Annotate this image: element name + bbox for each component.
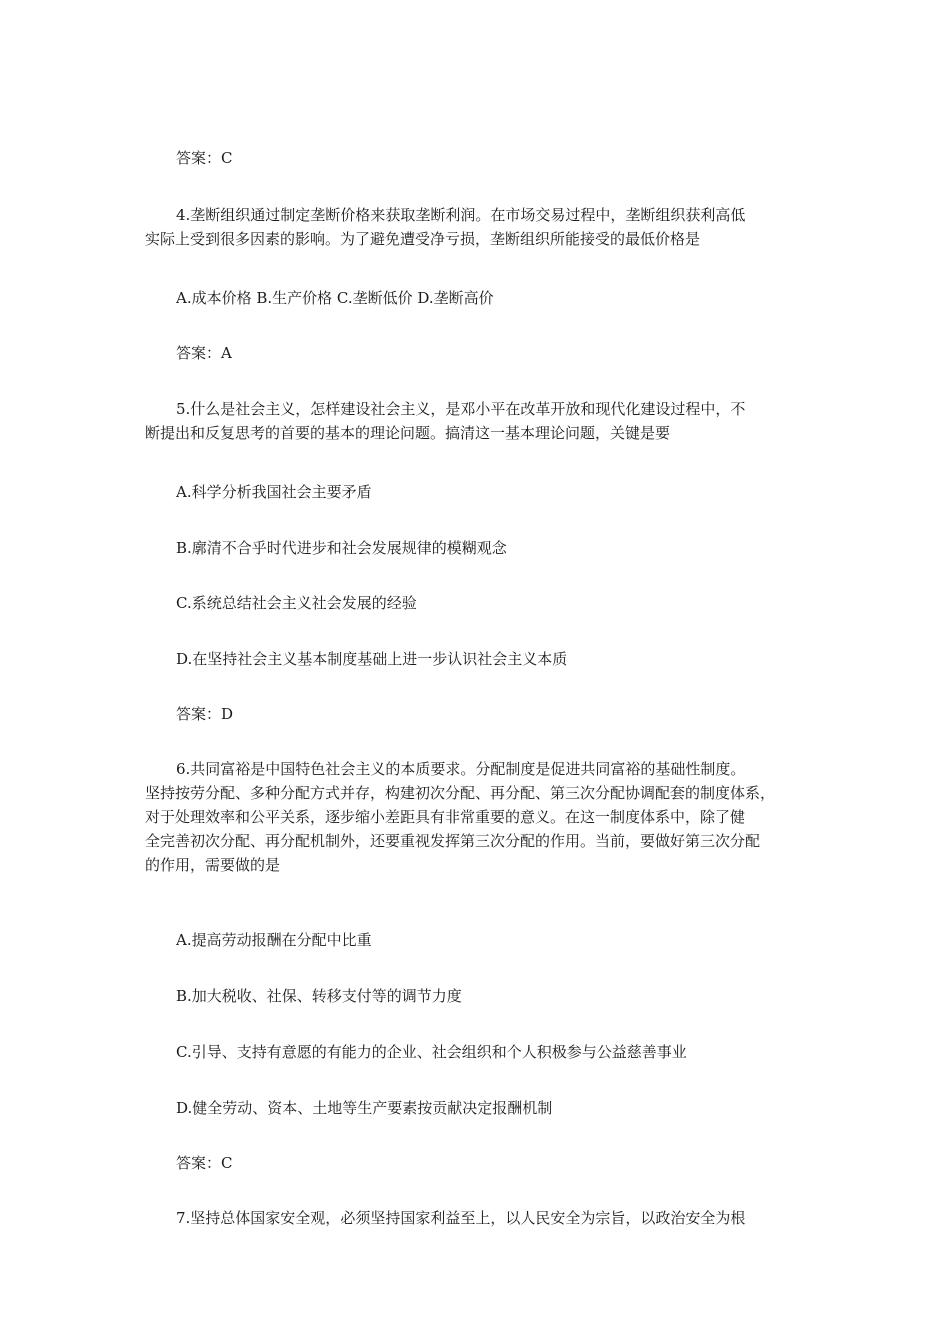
answer-q5: 答案：D (176, 705, 234, 723)
question-6-option-c: C.引导、支持有意愿的有能力的企业、社会组织和个人积极参与公益慈善事业 (176, 1043, 687, 1061)
question-6-line: 对于处理效率和公平关系，逐步缩小差距具有非常重要的意义。在这一制度体系中，除了健 (145, 808, 746, 826)
question-7-line: 7.坚持总体国家安全观，必须坚持国家利益至上，以人民安全为宗旨，以政治安全为根 (176, 1209, 746, 1227)
question-6-line: 6.共同富裕是中国特色社会主义的本质要求。分配制度是促进共同富裕的基础性制度。 (176, 760, 746, 778)
question-6-stem (145, 757, 810, 877)
question-5-line: 5.什么是社会主义，怎样建设社会主义，是邓小平在改革开放和现代化建设过程中，不 (176, 400, 746, 418)
question-4-line: 实际上受到很多因素的影响。为了避免遭受净亏损，垄断组织所能接受的最低价格是 (145, 230, 701, 248)
question-7-stem (145, 1206, 810, 1230)
question-4-options: A.成本价格 B.生产价格 C.垄断低价 D.垄断高价 (176, 289, 494, 307)
question-5-option-a: A.科学分析我国社会主要矛盾 (176, 483, 372, 501)
question-5-line: 断提出和反复思考的首要的基本的理论问题。搞清这一基本理论问题，关键是要 (145, 424, 671, 442)
answer-q6: 答案：C (176, 1154, 233, 1172)
question-4-line: 4.垄断组织通过制定垄断价格来获取垄断利润。在市场交易过程中，垄断组织获利高低 (176, 206, 746, 224)
question-5-stem (145, 397, 810, 445)
question-6-option-a: A.提高劳动报酬在分配中比重 (176, 931, 372, 949)
question-6-line: 坚持按劳分配、多种分配方式并存，构建初次分配、再分配、第三次分配协调配套的制度体系， (145, 784, 776, 802)
question-6-line: 全完善初次分配、再分配机制外，还要重视发挥第三次分配的作用。当前，要做好第三次分配 (145, 832, 761, 850)
question-6-line: 的作用，需要做的是 (145, 856, 281, 874)
answer-q3: 答案：C (176, 149, 233, 167)
answer-q4: 答案：A (176, 344, 232, 362)
question-6-option-d: D.健全劳动、资本、土地等生产要素按贡献决定报酬机制 (176, 1099, 553, 1117)
question-6-option-b: B.加大税收、社保、转移支付等的调节力度 (176, 987, 462, 1005)
question-5-option-d: D.在坚持社会主义基本制度基础上进一步认识社会主义本质 (176, 650, 568, 668)
question-4-stem (145, 203, 810, 251)
question-5-option-c: C.系统总结社会主义社会发展的经验 (176, 594, 417, 612)
question-5-option-b: B.廓清不合乎时代进步和社会发展规律的模糊观念 (176, 539, 507, 557)
